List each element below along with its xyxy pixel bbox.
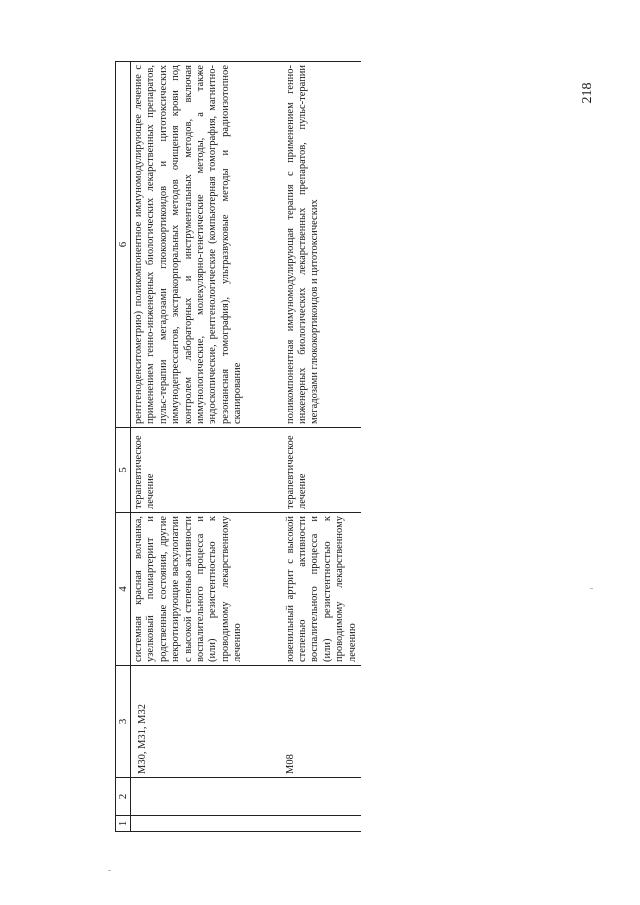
row-spacer [247,62,283,832]
row2-treatment-type: терапевтическое лечение [283,428,361,513]
scan-speck [590,588,593,589]
row1-diagnosis: системная красная волчанка, узелковый полиартериит и родственные состояния, другие некротизирующие васкулопатии с высокой степенью активности воспалительного процесса и (или) резистентностью к проводимому лекарственному лечению [131,513,247,666]
row2-col2 [283,778,361,816]
header-row [116,62,131,832]
page-number [576,68,600,118]
row2-diagnosis: ювенильный артрит с высокой степенью активности воспалительного процесса и (или) резистентностью к проводимому лекарственному лечению [283,513,361,666]
header-col-4: 4 [116,513,131,666]
row2-treatment-method: поликомпонентная иммуномодулирующая терапия с применением генно-инженерных биологических лекарственных препаратов, пульс-терапии мегадозами глюкокортикоидов и цитотоксических [283,62,361,428]
header-col-5: 5 [116,428,131,513]
table-row [283,62,361,832]
row2-code: M08 [283,666,361,778]
header-col-2: 2 [116,778,131,816]
rotated-table-container [115,62,527,832]
scan-speck [108,870,111,871]
row1-treatment-method: рентгеноденситометрию) поликомпонентное иммуномодулирующее лечение с применением генно-инженерных биологических лекарственных препаратов, пульс-терапии мегадозами глюкокортикоидов и цитотоксических иммунодепрессантов, экстракорпоральных методов очищения крови под контролем лабораторных и инструментальных методов, включая иммунологические, молекулярно-генетические методы, а также эндоскопические, рентгенологические (компьютерная томография, магнитно-резонансная томография), ультразвуковые методы и радиоизотопное сканирование [131,62,247,428]
row1-code: M30, M31, M32 [131,666,247,778]
row1-col1 [131,816,247,832]
table-row [131,62,247,832]
medical-care-table [115,61,361,832]
row1-col2 [131,778,247,816]
row1-treatment-type: терапевтическое лечение [131,428,247,513]
page-number-text: 218 [580,82,595,104]
header-col-6: 6 [116,62,131,428]
table-header [116,62,131,832]
header-col-3: 3 [116,666,131,778]
header-col-1: 1 [116,816,131,832]
row2-col1 [283,816,361,832]
